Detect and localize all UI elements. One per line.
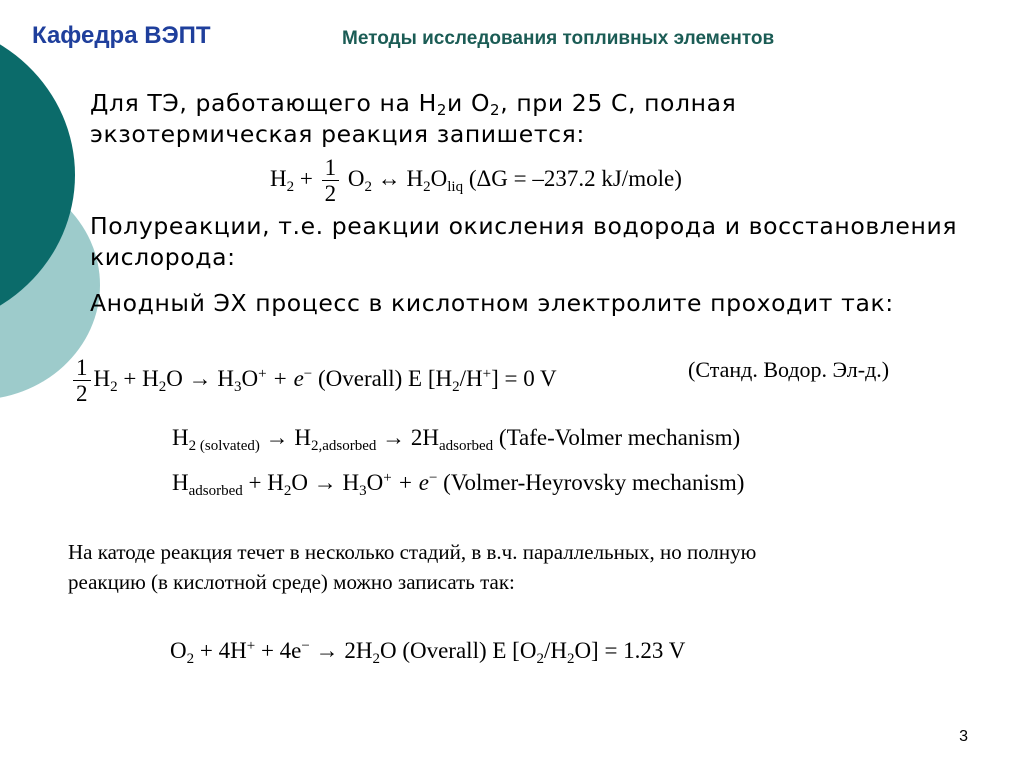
eq-text: O (Overall) E [O: [379, 638, 537, 663]
header-topic: Методы исследования топливных элементов: [342, 28, 775, 49]
eq-text: O: [430, 165, 448, 191]
intro-text-a: Для ТЭ, работающего на H: [90, 89, 437, 117]
eq-sup: +: [482, 365, 492, 382]
equation-volmer-heyrovsky: [172, 470, 744, 500]
eq-text: O → H: [291, 470, 360, 495]
eq-sub: 2 (solvated): [188, 438, 260, 454]
eq-text: ] = 0 V: [491, 365, 557, 391]
eq-text: /H: [459, 365, 483, 391]
eq-fraction: [73, 356, 91, 405]
intro-sub-2: 2: [490, 101, 501, 119]
eq-text: H: [172, 470, 189, 495]
eq-text: O: [342, 165, 365, 191]
eq-sub: liq: [447, 178, 464, 195]
eq-text: O: [170, 638, 187, 663]
header-department: Кафедра ВЭПТ: [32, 22, 211, 49]
eq-sub: 2: [158, 378, 167, 395]
eq-text: + H: [117, 365, 159, 391]
eq-text: H: [406, 165, 424, 191]
eq-text: (ΔG = –237.2 kJ/mole): [463, 165, 682, 191]
eq-sub: 2: [364, 178, 372, 195]
eq-sub: 2: [286, 178, 295, 195]
intro-text-b: и O: [447, 89, 491, 117]
cathode-line-1: На катоде реакция течет в несколько стадий, в в.ч. параллельных, но полную: [68, 540, 757, 564]
eq-text: /H: [543, 638, 567, 663]
eq-text: + e: [391, 470, 429, 495]
eq-sub: 2: [566, 651, 575, 667]
cathode-line-2: реакцию (в кислотной среде) можно записать так:: [68, 570, 515, 594]
eq-text: O] = 1.23 V: [574, 638, 686, 663]
eq-sub: 2: [536, 651, 544, 667]
eq-sub: 2,adsorbed: [310, 438, 377, 454]
eq-text: + H: [242, 470, 284, 495]
eq-arrow: ↔: [371, 165, 407, 191]
eq-text: (Tafe-Volmer mechanism): [493, 425, 741, 450]
eq-sub: 3: [233, 378, 242, 395]
eq-text: → 2H: [309, 638, 373, 663]
eq-sub: 2: [186, 651, 195, 667]
standard-electrode-note: (Станд. Водор. Эл-д.): [688, 357, 890, 382]
intro-text-c: , при 25 С, полная: [500, 89, 737, 117]
eq-text: → H: [259, 425, 311, 450]
anode-heading: Анодный ЭХ процесс в кислотном электролите проходит так:: [90, 289, 894, 317]
eq-text: +: [294, 165, 319, 191]
eq-sup: −: [301, 638, 310, 654]
page-number: 3: [959, 728, 968, 745]
equation-tafel-volmer: [172, 425, 740, 455]
equation-cathode-overall: [170, 638, 685, 668]
frac-den: 2: [76, 381, 88, 406]
eq-sub: 2: [110, 378, 118, 395]
eq-sub: adsorbed: [439, 438, 494, 454]
equation-anode-overall: [70, 356, 557, 405]
eq-text: O → H: [166, 365, 234, 391]
eq-sub: adsorbed: [188, 483, 243, 499]
eq-text: O: [366, 470, 384, 495]
intro-sub-1: 2: [436, 101, 447, 119]
intro-line-1: [90, 89, 736, 119]
eq-sup: −: [303, 365, 313, 382]
eq-sup: −: [428, 470, 438, 486]
half-reactions-line-1: Полуреакции, т.е. реакции окисления водорода и восстановления: [90, 212, 958, 240]
eq-text: H: [93, 365, 111, 391]
eq-sup: +: [258, 365, 267, 382]
frac-num: 1: [73, 356, 91, 381]
eq-text: + 4e: [255, 638, 302, 663]
eq-text: → 2H: [376, 425, 440, 450]
frac-num: 1: [322, 156, 340, 181]
eq-sup: +: [383, 470, 392, 486]
eq-text: H: [172, 425, 189, 450]
eq-sub: 2: [372, 651, 380, 667]
intro-line-2: экзотермическая реакция запишется:: [90, 120, 585, 148]
eq-sub: 2: [452, 378, 460, 395]
eq-sub: 2: [423, 178, 431, 195]
equation-total-reaction: [270, 156, 682, 205]
eq-text: O: [241, 365, 259, 391]
eq-text: + 4H: [194, 638, 247, 663]
eq-sup: +: [246, 638, 256, 654]
eq-text: + e: [266, 365, 304, 391]
frac-den: 2: [324, 181, 337, 206]
eq-text: (Volmer-Heyrovsky mechanism): [437, 470, 745, 495]
half-reactions-line-2: кислорода:: [90, 243, 236, 271]
eq-text: (Overall) E [H: [312, 365, 453, 391]
eq-fraction: [322, 156, 340, 205]
eq-text: H: [270, 165, 287, 191]
eq-sub: 2: [283, 483, 292, 499]
eq-sub: 3: [359, 483, 367, 499]
